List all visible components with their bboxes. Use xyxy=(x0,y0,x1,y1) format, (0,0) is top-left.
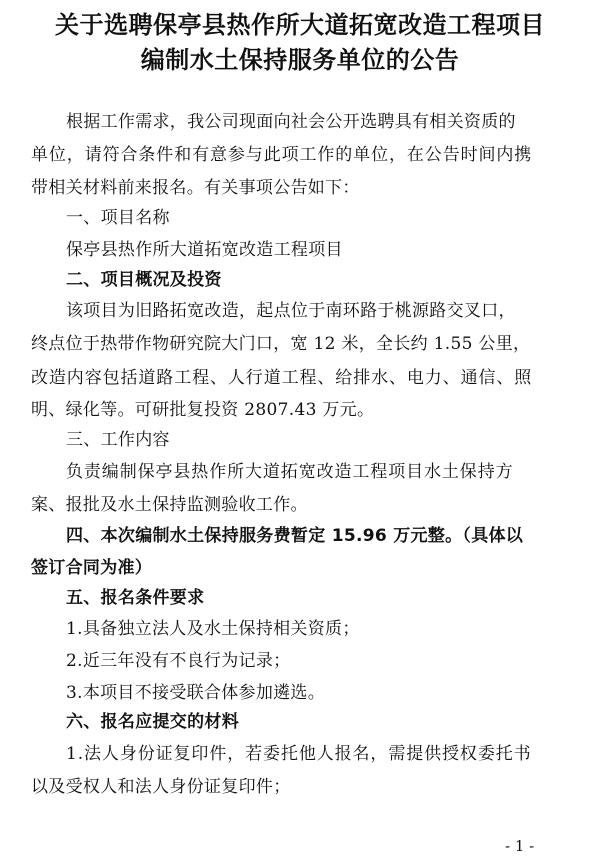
section-2-line-2: 终点位于热带作物研究院大门口，宽 12 米，全长约 1.55 公里， xyxy=(31,334,531,354)
section-5-item-1: 1.具备独立法人及水土保持相关资质； xyxy=(66,619,360,639)
section-4-line-1: 四、本次编制水土保持服务费暂定 15.96 万元整。（具体以 xyxy=(66,526,524,546)
section-4-line-2: 签订合同为准） xyxy=(31,558,153,578)
section-2-heading: 二、项目概况及投资 xyxy=(66,270,222,290)
section-1-heading: 一、项目名称 xyxy=(66,208,170,228)
section-5-item-3: 3.本项目不接受联合体参加遴选。 xyxy=(66,683,326,703)
section-2-line-3: 改造内容包括道路工程、人行道工程、给排水、电力、通信、照 xyxy=(31,368,533,388)
section-1-body: 保亭县热作所大道拓宽改造工程项目 xyxy=(66,240,343,260)
intro-line-3: 带相关材料前来报名。有关事项公告如下： xyxy=(31,178,360,198)
section-5-item-2: 2.近三年没有不良行为记录； xyxy=(66,651,291,671)
section-3-heading: 三、工作内容 xyxy=(66,430,170,450)
section-6-line-1: 1.法人身份证复印件，若委托他人报名，需提供授权委托书 xyxy=(66,744,532,764)
section-6-heading: 六、报名应提交的材料 xyxy=(66,712,239,732)
page-number: - 1 - xyxy=(505,837,535,855)
intro-line-2: 单位，请符合条件和有意参与此项工作的单位，在公告时间内携 xyxy=(31,145,533,165)
section-3-line-2: 案、报批及水土保持监测验收工作。 xyxy=(31,495,308,515)
document-title-line-1: 关于选聘保亭县热作所大道拓宽改造工程项目 xyxy=(55,11,545,39)
section-2-line-4: 明、绿化等。可研批复投资 2807.43 万元。 xyxy=(31,400,375,420)
section-3-line-1: 负责编制保亭县热作所大道拓宽改造工程项目水土保持方 xyxy=(66,462,514,482)
document-title-line-2: 编制水土保持服务单位的公告 xyxy=(140,46,460,74)
section-5-heading: 五、报名条件要求 xyxy=(66,588,205,608)
section-6-line-2: 以及受权人和法人身份证复印件； xyxy=(31,777,291,797)
intro-line-1: 根据工作需求，我公司现面向社会公开选聘具有相关资质的 xyxy=(66,112,516,132)
section-2-line-1: 该项目为旧路拓宽改造，起点位于南环路于桃源路交叉口， xyxy=(66,301,516,321)
